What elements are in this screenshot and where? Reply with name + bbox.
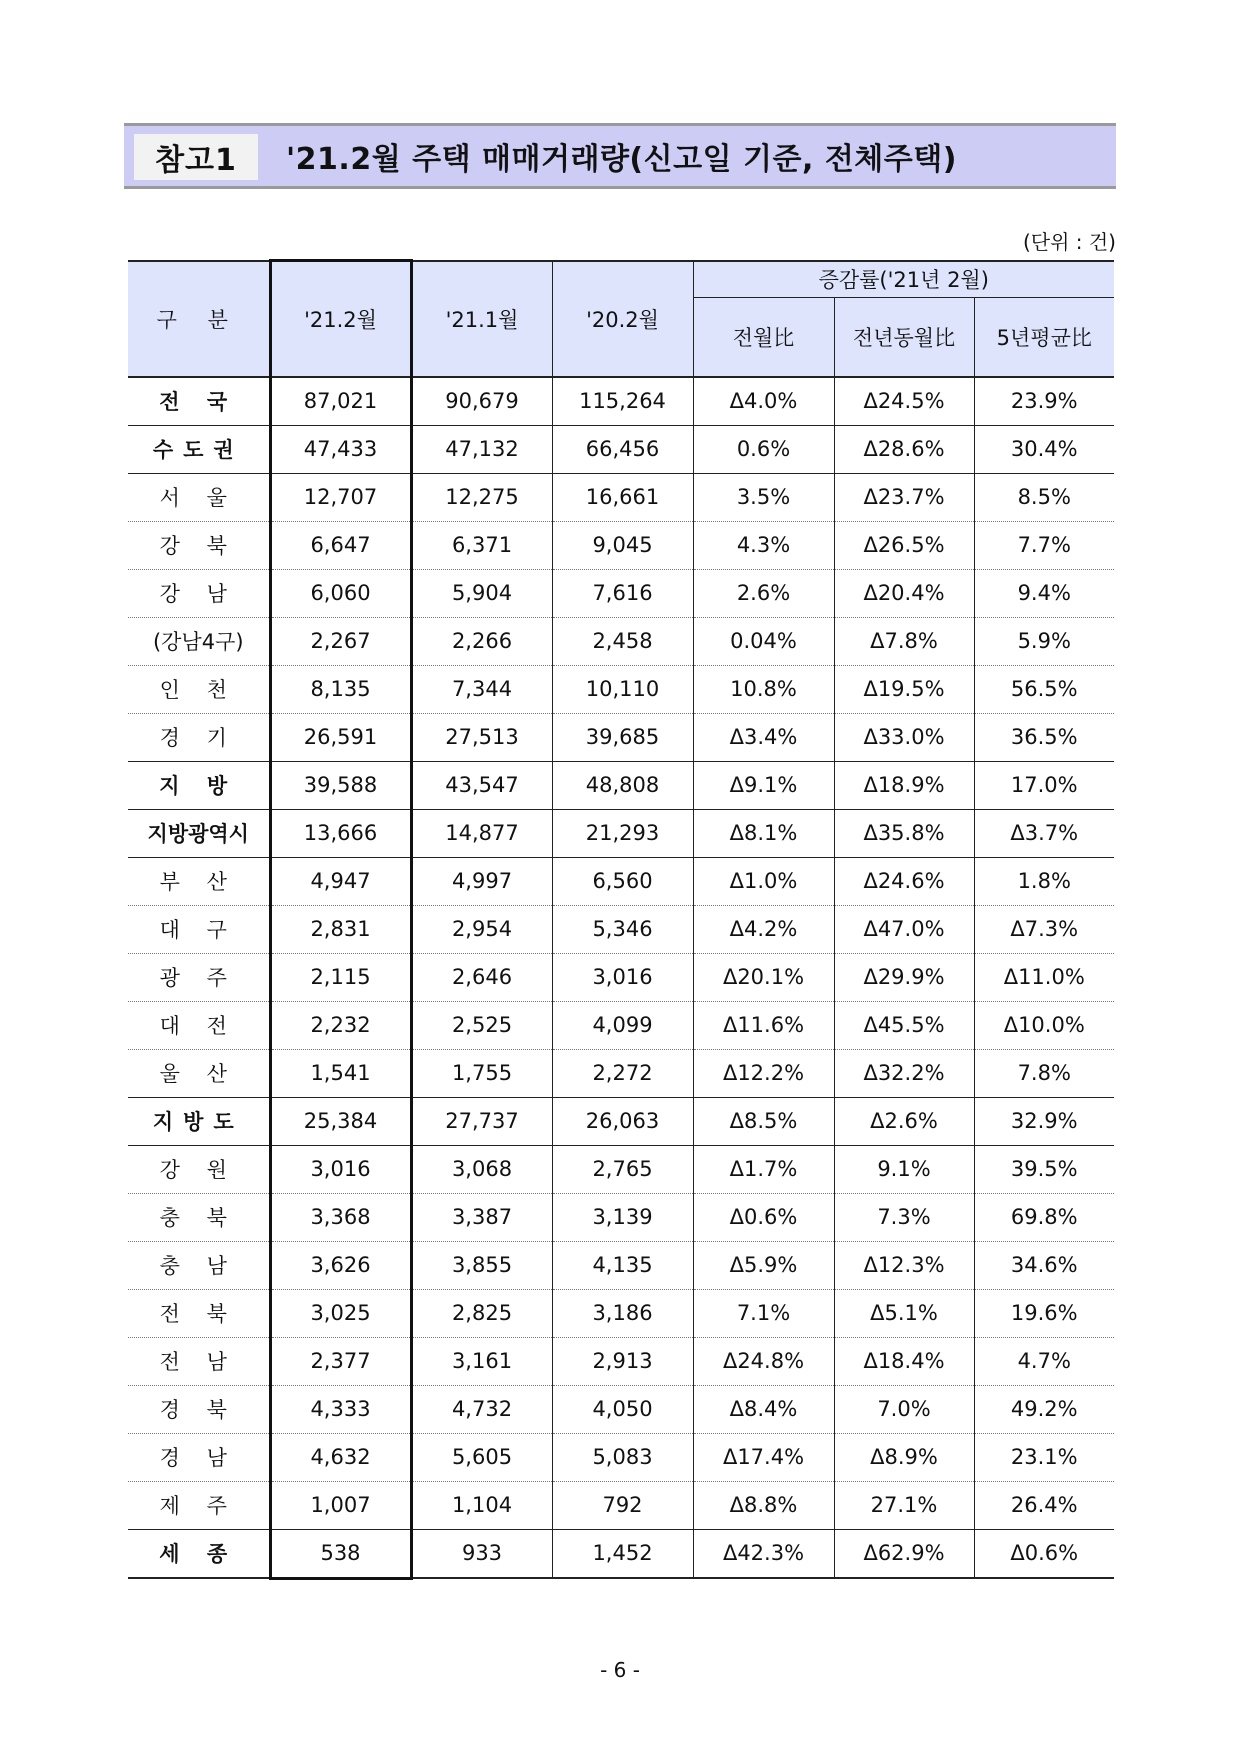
change-mom: Δ8.4% [693,1385,834,1433]
value-2021-01: 933 [411,1529,552,1578]
value-2021-02: 1,007 [270,1481,411,1529]
region-cell: 충 북 [128,1193,270,1241]
value-2021-01: 43,547 [411,761,552,809]
value-2021-02: 13,666 [270,809,411,857]
value-2020-02: 21,293 [552,809,693,857]
change-yoy: Δ24.5% [834,377,974,426]
page-title: '21.2월 주택 매매거래량(신고일 기준, 전체주택) [286,142,957,177]
table-row [128,473,1114,521]
header-yoy: 전년동월比 [834,297,974,377]
table-row [128,1289,1114,1337]
change-yoy: 7.0% [834,1385,974,1433]
region-cell: (강남4구) [128,617,270,665]
change-yoy: Δ7.8% [834,617,974,665]
value-2021-02: 2,377 [270,1337,411,1385]
table-row [128,1433,1114,1481]
change-avg5: 8.5% [974,473,1114,521]
change-avg5: 7.7% [974,521,1114,569]
value-2020-02: 2,765 [552,1145,693,1193]
table-row [128,425,1114,473]
region-cell: 대 구 [128,905,270,953]
table-row [128,1337,1114,1385]
unit-note: (단위 : 건) [1022,230,1116,254]
change-mom: Δ11.6% [693,1001,834,1049]
value-2020-02: 1,452 [552,1529,693,1578]
change-avg5: 56.5% [974,665,1114,713]
value-2020-02: 26,063 [552,1097,693,1145]
change-avg5: 9.4% [974,569,1114,617]
table-row [128,857,1114,905]
change-yoy: Δ45.5% [834,1001,974,1049]
change-yoy: Δ18.4% [834,1337,974,1385]
region-cell: 지방도 [128,1097,270,1145]
value-2021-01: 3,855 [411,1241,552,1289]
table-row [128,617,1114,665]
change-yoy: Δ2.6% [834,1097,974,1145]
value-2021-02: 538 [270,1529,411,1578]
header-change-group: 증감률('21년 2월) [693,261,1114,298]
header-region: 구 분 [128,261,270,377]
value-2021-01: 14,877 [411,809,552,857]
value-2021-02: 2,232 [270,1001,411,1049]
table-row [128,665,1114,713]
change-mom: Δ3.4% [693,713,834,761]
value-2020-02: 39,685 [552,713,693,761]
change-mom: Δ20.1% [693,953,834,1001]
table-row [128,809,1114,857]
change-mom: Δ8.1% [693,809,834,857]
value-2021-02: 4,333 [270,1385,411,1433]
value-2021-01: 27,513 [411,713,552,761]
value-2021-02: 87,021 [270,377,411,426]
title-band [124,123,1116,189]
change-yoy: Δ8.9% [834,1433,974,1481]
change-avg5: 34.6% [974,1241,1114,1289]
change-mom: Δ42.3% [693,1529,834,1578]
change-yoy: 7.3% [834,1193,974,1241]
value-2020-02: 48,808 [552,761,693,809]
region-cell: 인 천 [128,665,270,713]
table-row [128,1193,1114,1241]
change-avg5: 49.2% [974,1385,1114,1433]
region-cell: 전 북 [128,1289,270,1337]
table-row [128,1385,1114,1433]
transaction-table [128,259,1114,1580]
value-2021-01: 90,679 [411,377,552,426]
table-row [128,377,1114,426]
change-yoy: Δ5.1% [834,1289,974,1337]
change-avg5: Δ10.0% [974,1001,1114,1049]
region-cell: 경 기 [128,713,270,761]
value-2021-02: 26,591 [270,713,411,761]
table-row [128,953,1114,1001]
change-avg5: 30.4% [974,425,1114,473]
value-2021-01: 2,825 [411,1289,552,1337]
change-yoy: Δ62.9% [834,1529,974,1578]
value-2020-02: 4,135 [552,1241,693,1289]
change-mom: Δ1.7% [693,1145,834,1193]
change-yoy: Δ12.3% [834,1241,974,1289]
region-cell: 강 남 [128,569,270,617]
value-2021-02: 6,060 [270,569,411,617]
table-row [128,713,1114,761]
table-row [128,1001,1114,1049]
value-2021-02: 4,947 [270,857,411,905]
change-yoy: Δ33.0% [834,713,974,761]
change-yoy: Δ26.5% [834,521,974,569]
page-number: - 6 - [600,1658,640,1682]
change-yoy: Δ18.9% [834,761,974,809]
value-2021-01: 4,997 [411,857,552,905]
change-mom: Δ4.0% [693,377,834,426]
value-2021-01: 2,266 [411,617,552,665]
value-2020-02: 66,456 [552,425,693,473]
change-yoy: Δ23.7% [834,473,974,521]
value-2021-02: 1,541 [270,1049,411,1097]
value-2021-02: 8,135 [270,665,411,713]
region-cell: 대 전 [128,1001,270,1049]
region-cell: 전 남 [128,1337,270,1385]
value-2021-02: 2,267 [270,617,411,665]
value-2021-02: 3,016 [270,1145,411,1193]
value-2020-02: 4,099 [552,1001,693,1049]
value-2021-01: 3,161 [411,1337,552,1385]
change-yoy: Δ24.6% [834,857,974,905]
change-yoy: 9.1% [834,1145,974,1193]
change-mom: Δ8.5% [693,1097,834,1145]
change-mom: Δ9.1% [693,761,834,809]
change-yoy: Δ35.8% [834,809,974,857]
value-2020-02: 7,616 [552,569,693,617]
table-row [128,521,1114,569]
value-2021-02: 2,115 [270,953,411,1001]
region-cell: 지 방 [128,761,270,809]
region-cell: 경 북 [128,1385,270,1433]
value-2021-01: 7,344 [411,665,552,713]
change-avg5: 1.8% [974,857,1114,905]
value-2021-02: 39,588 [270,761,411,809]
value-2021-01: 12,275 [411,473,552,521]
region-cell: 충 남 [128,1241,270,1289]
change-mom: 0.04% [693,617,834,665]
region-cell: 제 주 [128,1481,270,1529]
table-row [128,1049,1114,1097]
header-2021-01: '21.1월 [411,261,552,377]
region-cell: 광 주 [128,953,270,1001]
change-mom: Δ0.6% [693,1193,834,1241]
value-2021-01: 2,646 [411,953,552,1001]
change-avg5: Δ11.0% [974,953,1114,1001]
value-2021-01: 5,605 [411,1433,552,1481]
table-row [128,905,1114,953]
value-2021-02: 47,433 [270,425,411,473]
change-mom: 10.8% [693,665,834,713]
change-yoy: Δ20.4% [834,569,974,617]
value-2021-01: 1,755 [411,1049,552,1097]
value-2020-02: 115,264 [552,377,693,426]
value-2020-02: 792 [552,1481,693,1529]
change-mom: Δ12.2% [693,1049,834,1097]
change-mom: 7.1% [693,1289,834,1337]
change-mom: 2.6% [693,569,834,617]
change-mom: Δ5.9% [693,1241,834,1289]
table-row [128,1241,1114,1289]
change-yoy: Δ29.9% [834,953,974,1001]
region-cell: 전 국 [128,377,270,426]
region-cell: 세 종 [128,1529,270,1578]
change-avg5: Δ3.7% [974,809,1114,857]
value-2020-02: 2,272 [552,1049,693,1097]
change-mom: 0.6% [693,425,834,473]
change-yoy: Δ47.0% [834,905,974,953]
header-avg5: 5년평균比 [974,297,1114,377]
table-row [128,1481,1114,1529]
change-avg5: 39.5% [974,1145,1114,1193]
table-row [128,761,1114,809]
region-cell: 울 산 [128,1049,270,1097]
change-avg5: 7.8% [974,1049,1114,1097]
value-2021-01: 47,132 [411,425,552,473]
value-2021-02: 4,632 [270,1433,411,1481]
value-2021-01: 5,904 [411,569,552,617]
header-2020-02: '20.2월 [552,261,693,377]
value-2021-01: 1,104 [411,1481,552,1529]
value-2021-01: 3,387 [411,1193,552,1241]
change-yoy: Δ19.5% [834,665,974,713]
change-avg5: 32.9% [974,1097,1114,1145]
region-cell: 서 울 [128,473,270,521]
value-2020-02: 16,661 [552,473,693,521]
value-2021-01: 3,068 [411,1145,552,1193]
change-avg5: 19.6% [974,1289,1114,1337]
change-avg5: 36.5% [974,713,1114,761]
change-mom: 4.3% [693,521,834,569]
value-2021-01: 4,732 [411,1385,552,1433]
change-avg5: Δ7.3% [974,905,1114,953]
change-yoy: Δ28.6% [834,425,974,473]
value-2020-02: 6,560 [552,857,693,905]
change-avg5: 5.9% [974,617,1114,665]
change-avg5: 4.7% [974,1337,1114,1385]
region-cell: 강 북 [128,521,270,569]
value-2021-02: 6,647 [270,521,411,569]
value-2020-02: 3,186 [552,1289,693,1337]
change-mom: Δ1.0% [693,857,834,905]
value-2020-02: 2,913 [552,1337,693,1385]
table-row [128,1529,1114,1578]
change-mom: Δ17.4% [693,1433,834,1481]
change-mom: Δ8.8% [693,1481,834,1529]
change-avg5: 69.8% [974,1193,1114,1241]
value-2020-02: 3,139 [552,1193,693,1241]
region-cell: 강 원 [128,1145,270,1193]
value-2020-02: 4,050 [552,1385,693,1433]
value-2020-02: 3,016 [552,953,693,1001]
change-avg5: 23.1% [974,1433,1114,1481]
value-2020-02: 5,083 [552,1433,693,1481]
change-mom: Δ4.2% [693,905,834,953]
change-avg5: Δ0.6% [974,1529,1114,1578]
value-2021-01: 6,371 [411,521,552,569]
value-2021-02: 25,384 [270,1097,411,1145]
change-mom: 3.5% [693,473,834,521]
value-2021-01: 27,737 [411,1097,552,1145]
value-2020-02: 5,346 [552,905,693,953]
value-2020-02: 10,110 [552,665,693,713]
value-2021-02: 3,626 [270,1241,411,1289]
value-2020-02: 9,045 [552,521,693,569]
change-yoy: Δ32.2% [834,1049,974,1097]
change-mom: Δ24.8% [693,1337,834,1385]
header-2021-02: '21.2월 [270,261,411,377]
change-avg5: 26.4% [974,1481,1114,1529]
value-2021-02: 2,831 [270,905,411,953]
region-cell: 수도권 [128,425,270,473]
value-2020-02: 2,458 [552,617,693,665]
region-cell: 경 남 [128,1433,270,1481]
value-2021-02: 3,368 [270,1193,411,1241]
table-row [128,569,1114,617]
change-avg5: 17.0% [974,761,1114,809]
region-cell: 부 산 [128,857,270,905]
reference-label: 참고1 [134,134,258,180]
table-row [128,1097,1114,1145]
table-row [128,1145,1114,1193]
value-2021-01: 2,954 [411,905,552,953]
header-mom: 전월比 [693,297,834,377]
value-2021-01: 2,525 [411,1001,552,1049]
change-yoy: 27.1% [834,1481,974,1529]
region-cell: 지방광역시 [128,809,270,857]
value-2021-02: 3,025 [270,1289,411,1337]
value-2021-02: 12,707 [270,473,411,521]
change-avg5: 23.9% [974,377,1114,426]
